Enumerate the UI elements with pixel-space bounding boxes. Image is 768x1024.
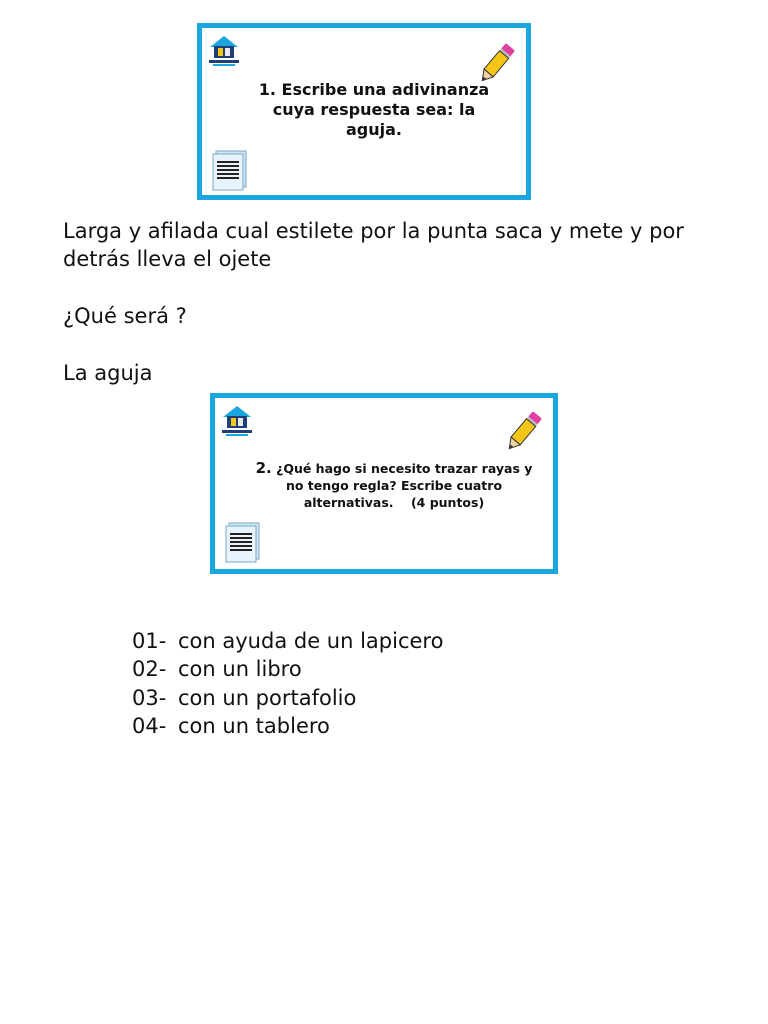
question-1-text: 1. Escribe una adivinanza cuya respuesta sea: la aguja. [258, 80, 490, 139]
list-item-number: 04- [132, 713, 167, 738]
list-item-text: con un tablero [178, 713, 330, 738]
list-item [132, 712, 443, 740]
riddle-question: ¿Qué será ? [63, 304, 187, 328]
riddle-text: Larga y afilada cual estilete por la punta saca y mete y por detrás lleva el ojete [63, 219, 684, 271]
list-item-text: con ayuda de un lapicero [178, 629, 444, 653]
document-icon [210, 149, 250, 191]
question-card-2 [210, 393, 558, 574]
list-item-text: con un libro [178, 657, 302, 682]
question-2-number: 2. [255, 459, 272, 477]
question-2-text [255, 460, 533, 511]
document-icon [223, 521, 263, 563]
list-item-text: con un portafolio [178, 685, 357, 710]
riddle-answer: La aguja [63, 361, 153, 385]
list-item [132, 655, 443, 683]
aprendo-en-casa-logo [207, 33, 241, 67]
alternatives-list [132, 627, 443, 740]
question-2-points: (4 puntos) [410, 495, 485, 510]
list-item-number: 02- [132, 657, 167, 682]
aprendo-en-casa-logo [220, 403, 254, 437]
pencil-icon [503, 408, 545, 454]
list-item-number: 03- [132, 685, 167, 710]
list-item-number: 01- [132, 629, 167, 653]
list-item [132, 627, 443, 655]
question-card-1 [197, 23, 531, 200]
list-item [132, 684, 443, 712]
question-2-body: ¿Qué hago si necesito trazar rayas y no tengo regla? Escribe cuatro alternativas. [276, 461, 533, 510]
